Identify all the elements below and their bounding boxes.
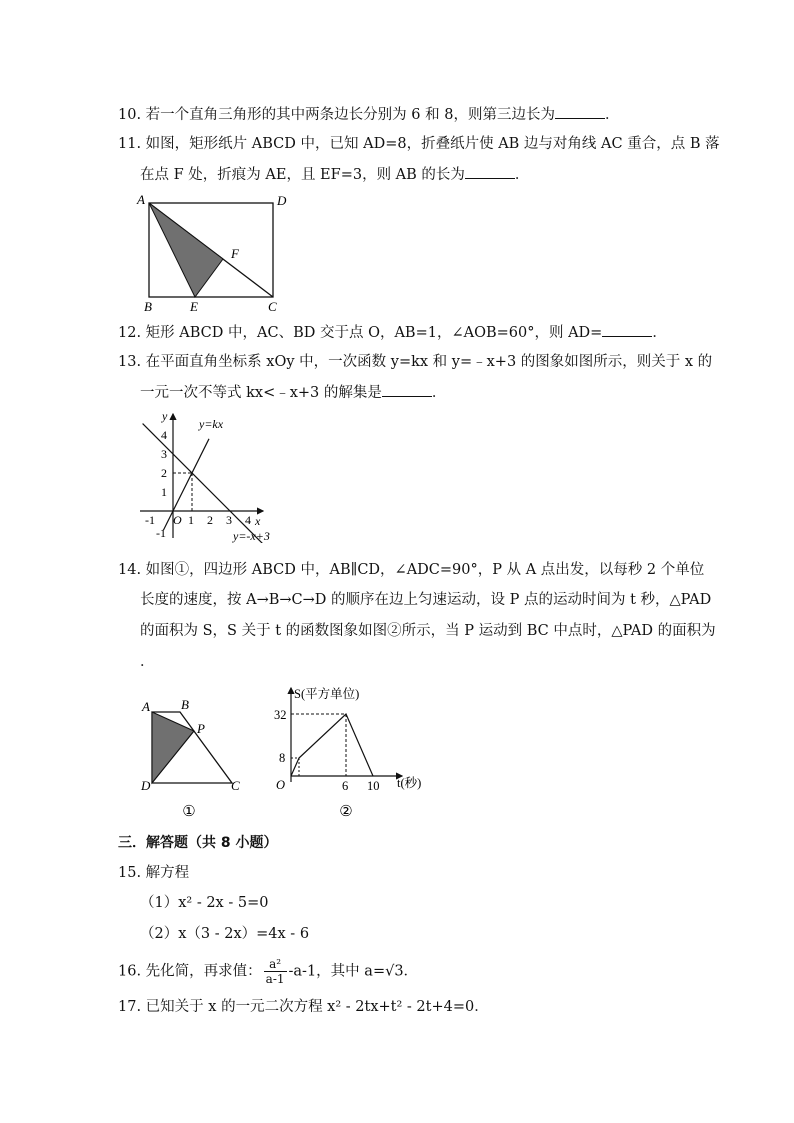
y-tick: -1 [156, 526, 166, 540]
label-C: C [231, 778, 240, 793]
y-tick-8: 8 [279, 751, 286, 765]
label-F: F [231, 246, 239, 261]
question-11-line2 [140, 164, 529, 185]
q15-equation-2: （2）x（3 - 2x）=4x - 6 [140, 926, 310, 942]
fraction [264, 957, 287, 986]
question-number: 17. [118, 999, 142, 1015]
question-text: 的面积为 S，S 关于 t 的函数图象如图②所示，当 P 运动到 BC 中点时，△PAD 的面积为 [140, 623, 716, 639]
figure-caption-1: ① [182, 804, 196, 820]
y-tick: 3 [161, 447, 167, 461]
question-17 [118, 997, 489, 1017]
question-text: 如图①，四边形 ABCD 中，AB∥CD，∠ADC=90°，P 从 A 点出发，以每秒 2 个单位 [145, 562, 705, 578]
q14-figure-1-trapezoid [135, 695, 250, 820]
question-text: 长度的速度，按 A→B→C→D 的顺序在边上匀速运动，设 P 点的运动时间为 t 秒，△PAD [140, 592, 712, 608]
question-13-line2 [140, 382, 446, 403]
q13-coordinate-graph [135, 408, 285, 543]
label-A: A [137, 192, 145, 207]
x-tick-6: 6 [342, 779, 349, 793]
question-number: 16. [118, 963, 142, 980]
question-text: 矩形 ABCD 中，AC、BD 交于点 O，AB=1，∠AOB=60°，则 AD= [145, 325, 603, 341]
question-number: 11. [118, 136, 142, 152]
question-text-cont: -a-1，其中 a=√3． [288, 963, 419, 980]
question-15 [118, 863, 189, 883]
question-text: 在平面直角坐标系 xOy 中，一次函数 y=kx 和 y=﹣x+3 的图象如图所示，则关于 x 的 [145, 354, 713, 370]
question-text: ． [140, 654, 155, 670]
question-text: 已知关于 x 的一元二次方程 x² - 2tx+t² - 2t+4=0． [145, 999, 489, 1015]
x-tick: 4 [245, 513, 251, 527]
punctuation: ． [431, 385, 447, 401]
punctuation: ． [604, 107, 620, 123]
shaded-triangle-AEF [149, 203, 223, 297]
question-text: 若一个直角三角形的其中两条边长分别为 6 和 8，则第三边长为 [145, 107, 555, 123]
punctuation: ． [514, 167, 530, 183]
x-tick-10: 10 [367, 779, 380, 793]
x-tick: 1 [188, 513, 194, 527]
question-12 [118, 322, 667, 343]
label-B: B [144, 299, 152, 314]
question-14-line4 [140, 652, 155, 672]
question-text: 先化简，再求值： [145, 963, 262, 980]
line-label-y-kx: y=kx [199, 417, 224, 431]
y-axis-label: y [162, 409, 168, 423]
figure-caption-2: ② [339, 804, 353, 820]
t-axis-label: t(秒) [397, 776, 422, 790]
question-13-line1 [118, 352, 712, 372]
question-14-line3 [140, 621, 716, 641]
line-label-y-neg-x-plus-3: y=-x+3 [233, 529, 270, 543]
question-number: 14. [118, 562, 142, 578]
fraction-numerator: a² [264, 957, 287, 972]
question-14-line1 [118, 560, 704, 580]
question-text: 在点 F 处，折痕为 AE，且 EF=3，则 AB 的长为 [140, 167, 465, 183]
y-tick: 1 [161, 485, 167, 499]
q15-equation-1: （1）x² - 2x - 5=0 [140, 895, 269, 911]
x-tick: 3 [226, 513, 232, 527]
line-y-kx [164, 439, 210, 530]
x-tick: -1 [145, 513, 155, 527]
s-axis-label: S(平方单位) [294, 687, 360, 701]
label-D: D [141, 778, 151, 793]
question-text: 一元一次不等式 kx<﹣x+3 的解集是 [140, 385, 382, 401]
x-axis-label: x [255, 514, 261, 528]
question-number: 15. [118, 865, 142, 881]
q14-figure-2-function-graph [270, 682, 445, 822]
question-number: 12. [118, 325, 142, 341]
question-text: 解方程 [145, 865, 190, 881]
answer-blank[interactable] [465, 164, 515, 179]
label-B: B [181, 697, 189, 712]
question-10 [118, 104, 619, 125]
label-C: C [268, 299, 277, 314]
function-graph-S-of-t [291, 714, 373, 776]
x-tick: 2 [207, 513, 213, 527]
y-tick: 4 [161, 428, 167, 442]
origin-label: O [173, 513, 182, 527]
label-A: A [142, 699, 150, 714]
answer-blank[interactable] [555, 104, 605, 119]
y-tick: 2 [161, 466, 167, 480]
question-text: 如图，矩形纸片 ABCD 中，已知 AD=8，折叠纸片使 AB 边与对角线 AC 重合，点 B 落 [145, 136, 720, 152]
answer-blank[interactable] [382, 382, 432, 397]
label-E: E [190, 299, 198, 314]
answer-blank[interactable] [602, 322, 652, 337]
label-D: D [277, 193, 287, 208]
fraction-denominator: a-1 [265, 972, 285, 986]
punctuation: ． [652, 325, 667, 341]
question-11-line1 [118, 134, 720, 154]
question-14-line2 [140, 590, 711, 610]
question-number: 10. [118, 107, 142, 123]
label-P: P [197, 721, 205, 736]
section-title: 三．解答题（共 8 小题） [118, 835, 278, 851]
question-number: 13. [118, 354, 142, 370]
origin-label: O [276, 778, 286, 792]
q11-rectangle-figure [135, 190, 295, 315]
y-tick-32: 32 [274, 708, 287, 722]
question-16 [118, 957, 418, 986]
